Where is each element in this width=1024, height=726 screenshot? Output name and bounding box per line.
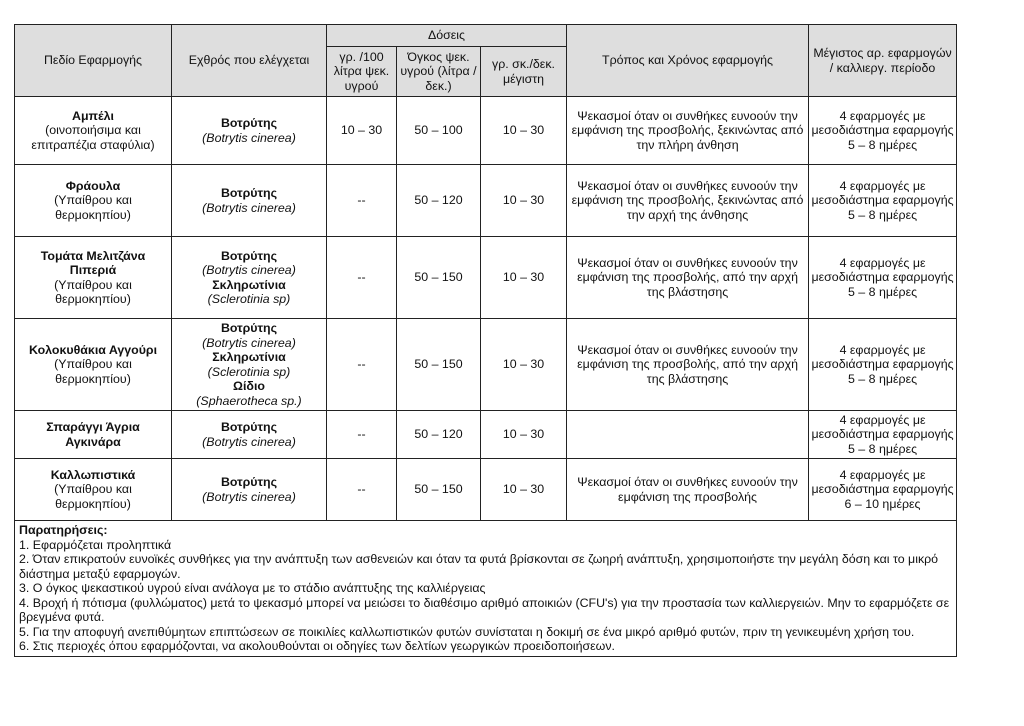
max-applications-cell: 4 εφαρμογές με μεσοδιάστημα εφαρμογής 5 – 8 ημέρες	[809, 411, 957, 459]
header-field: Πεδίο Εφαρμογής	[15, 25, 172, 97]
crop-subtitle: (οινοποιήσιμα και επιτραπέζια σταφύλια)	[31, 123, 155, 152]
enemy-latin-name: (Botrytis cinerea)	[202, 200, 296, 215]
note-item: 5. Για την αποφυγή ανεπιθύμητων επιπτώσεων σε ποικιλίες καλλωπιστικών φυτών συνίσταται η δοκιμή σε ένα μικρό αριθμό φυτών, πριν τη γενικευμένη χρήση του.	[19, 624, 915, 639]
enemy-latin-name: (Botrytis cinerea)	[202, 434, 296, 449]
crop-cell	[15, 411, 172, 459]
dose-per-100l-cell: --	[327, 237, 397, 319]
enemy-latin-name: (Sclerotinia sp)	[207, 292, 291, 306]
method-cell: Ψεκασμοί όταν οι συνθήκες ευνοούν την εμφάνιση της προσβολής, από την αρχή της βλάστησης	[567, 319, 809, 411]
spray-volume-cell: 50 – 150	[397, 237, 481, 319]
spray-volume-cell: 50 – 150	[397, 319, 481, 411]
enemy-name: Ωίδιο	[233, 379, 265, 393]
header-method: Τρόπος και Χρόνος εφαρμογής	[567, 25, 809, 97]
enemy-latin-name: (Sclerotinia sp)	[207, 364, 291, 379]
crop-cell	[15, 319, 172, 411]
enemy-name: Βοτρύτης	[220, 248, 278, 263]
enemy-name: Βοτρύτης	[220, 321, 278, 335]
note-item: 1. Εφαρμόζεται προληπτικά	[19, 537, 172, 552]
enemy-cell	[172, 319, 327, 411]
enemy-name: Βοτρύτης	[220, 475, 278, 489]
table-row	[15, 237, 957, 319]
crop-name: Κολοκυθάκια Αγγούρι	[28, 342, 158, 357]
application-table	[14, 24, 957, 657]
crop-subtitle: (Υπαίθρου και θερμοκηπίου)	[54, 193, 132, 222]
spray-volume-cell: 50 – 150	[397, 459, 481, 521]
max-applications-cell: 4 εφαρμογές με μεσοδιάστημα εφαρμογής 6 – 10 ημέρες	[809, 459, 957, 521]
enemy-cell	[172, 411, 327, 459]
note-item: 4. Βροχή ή πότισμα (φυλλώματος) μετά το ψεκασμό μπορεί να μειώσει το διαθέσιμο αριθμό αποικιών (CFU's) για την προστασία των καλλιεργειών. Μην το εφαρμόζετε σε βρεγμένα φυτά.	[19, 595, 950, 624]
enemy-name: Σκληρωτίνια	[212, 350, 286, 364]
crop-cell	[15, 165, 172, 237]
spray-volume-cell: 50 – 120	[397, 411, 481, 459]
enemy-latin-name: (Botrytis cinerea)	[202, 489, 296, 504]
dose-max-cell: 10 – 30	[481, 319, 567, 411]
method-cell: Ψεκασμοί όταν οι συνθήκες ευνοούν την εμφάνιση της προσβολής, από την αρχή της βλάστησης	[567, 237, 809, 319]
crop-name: Σπαράγγι Άγρια Αγκινάρα	[46, 420, 140, 449]
header-dose-per-100l: γρ. /100 λίτρα ψεκ. υγρού	[327, 47, 397, 97]
enemy-cell	[172, 459, 327, 521]
dose-per-100l-cell: --	[327, 411, 397, 459]
dose-per-100l-cell: --	[327, 459, 397, 521]
header-max-applications: Μέγιστος αρ. εφαρμογών / καλλιεργ. περίοδο	[809, 25, 957, 97]
table-row	[15, 411, 957, 459]
notes-title: Παρατηρήσεις:	[19, 523, 108, 537]
dose-max-cell: 10 – 30	[481, 165, 567, 237]
table-row	[15, 165, 957, 237]
crop-cell	[15, 459, 172, 521]
max-applications-cell: 4 εφαρμογές με μεσοδιάστημα εφαρμογής 5 – 8 ημέρες	[809, 319, 957, 411]
crop-name: Καλλωπιστικά	[50, 467, 136, 482]
enemy-name: Βοτρύτης	[220, 420, 278, 434]
max-applications-cell: 4 εφαρμογές με μεσοδιάστημα εφαρμογής 5 – 8 ημέρες	[809, 237, 957, 319]
dose-max-cell: 10 – 30	[481, 459, 567, 521]
dose-per-100l-cell: --	[327, 165, 397, 237]
note-item: 6. Στις περιοχές όπου εφαρμόζονται, να ακολουθούνται οι οδηγίες των δελτίων γεωργικών προειδοποιήσεων.	[19, 639, 615, 653]
note-item: 3. Ο όγκος ψεκαστικού υγρού είναι ανάλογα με το στάδιο ανάπτυξης της καλλιέργειας	[19, 581, 486, 595]
notes-section	[15, 521, 957, 657]
dose-max-cell: 10 – 30	[481, 237, 567, 319]
enemy-cell	[172, 97, 327, 165]
max-applications-cell: 4 εφαρμογές με μεσοδιάστημα εφαρμογής 5 – 8 ημέρες	[809, 165, 957, 237]
enemy-latin-name: (Botrytis cinerea)	[202, 263, 296, 277]
crop-name: Αμπέλι	[72, 108, 114, 123]
enemy-name: Βοτρύτης	[220, 116, 278, 130]
enemy-name: Σκληρωτίνια	[212, 277, 286, 292]
method-cell: Ψεκασμοί όταν οι συνθήκες ευνοούν την εμφάνιση της προσβολής	[567, 459, 809, 521]
header-dose-max: γρ. σκ./δεκ. μέγιστη	[481, 47, 567, 97]
header-spray-volume: Όγκος ψεκ. υγρού (λίτρα / δεκ.)	[397, 47, 481, 97]
dose-per-100l-cell: 10 – 30	[327, 97, 397, 165]
spray-volume-cell: 50 – 100	[397, 97, 481, 165]
method-cell: Ψεκασμοί όταν οι συνθήκες ευνοούν την εμφάνιση της προσβολής, ξεκινώντας από την αρχή της άνθησης	[567, 165, 809, 237]
dose-max-cell: 10 – 30	[481, 411, 567, 459]
enemy-name: Βοτρύτης	[220, 186, 278, 200]
table-row	[15, 319, 957, 411]
enemy-cell	[172, 165, 327, 237]
table-row	[15, 97, 957, 165]
method-cell: Ψεκασμοί όταν οι συνθήκες ευνοούν την εμφάνιση της προσβολής, ξεκινώντας από την πλήρη άνθηση	[567, 97, 809, 165]
crop-subtitle: (Υπαίθρου και θερμοκηπίου)	[54, 277, 132, 306]
crop-name: Φράουλα	[65, 178, 121, 193]
dose-max-cell: 10 – 30	[481, 97, 567, 165]
enemy-latin-name: (Botrytis cinerea)	[202, 130, 296, 145]
enemy-cell	[172, 237, 327, 319]
crop-cell	[15, 237, 172, 319]
enemy-latin-name: (Botrytis cinerea)	[202, 335, 296, 350]
dose-per-100l-cell: --	[327, 319, 397, 411]
spray-volume-cell: 50 – 120	[397, 165, 481, 237]
application-table-document	[14, 24, 956, 657]
table-body	[15, 97, 957, 521]
header-enemy: Εχθρός που ελέγχεται	[172, 25, 327, 97]
crop-subtitle: (Υπαίθρου και θερμοκηπίου)	[54, 357, 132, 386]
crop-cell	[15, 97, 172, 165]
max-applications-cell: 4 εφαρμογές με μεσοδιάστημα εφαρμογής 5 – 8 ημέρες	[809, 97, 957, 165]
header-doses: Δόσεις	[327, 25, 567, 47]
method-cell	[567, 411, 809, 459]
crop-name: Τομάτα Μελιτζάνα Πιπεριά	[40, 248, 146, 277]
table-row	[15, 459, 957, 521]
crop-subtitle: (Υπαίθρου και θερμοκηπίου)	[54, 482, 132, 511]
note-item: 2. Όταν επικρατούν ευνοϊκές συνθήκες για την ανάπτυξη των ασθενειών και όταν τα φυτά βρίσκονται σε ζωηρή ανάπτυξη, χρησιμοποιήστε την μεγάλη δόση και το μικρό διάστημα μεταξύ εφαρμογών.	[19, 552, 939, 581]
enemy-latin-name: (Sphaerotheca sp.)	[196, 393, 302, 408]
